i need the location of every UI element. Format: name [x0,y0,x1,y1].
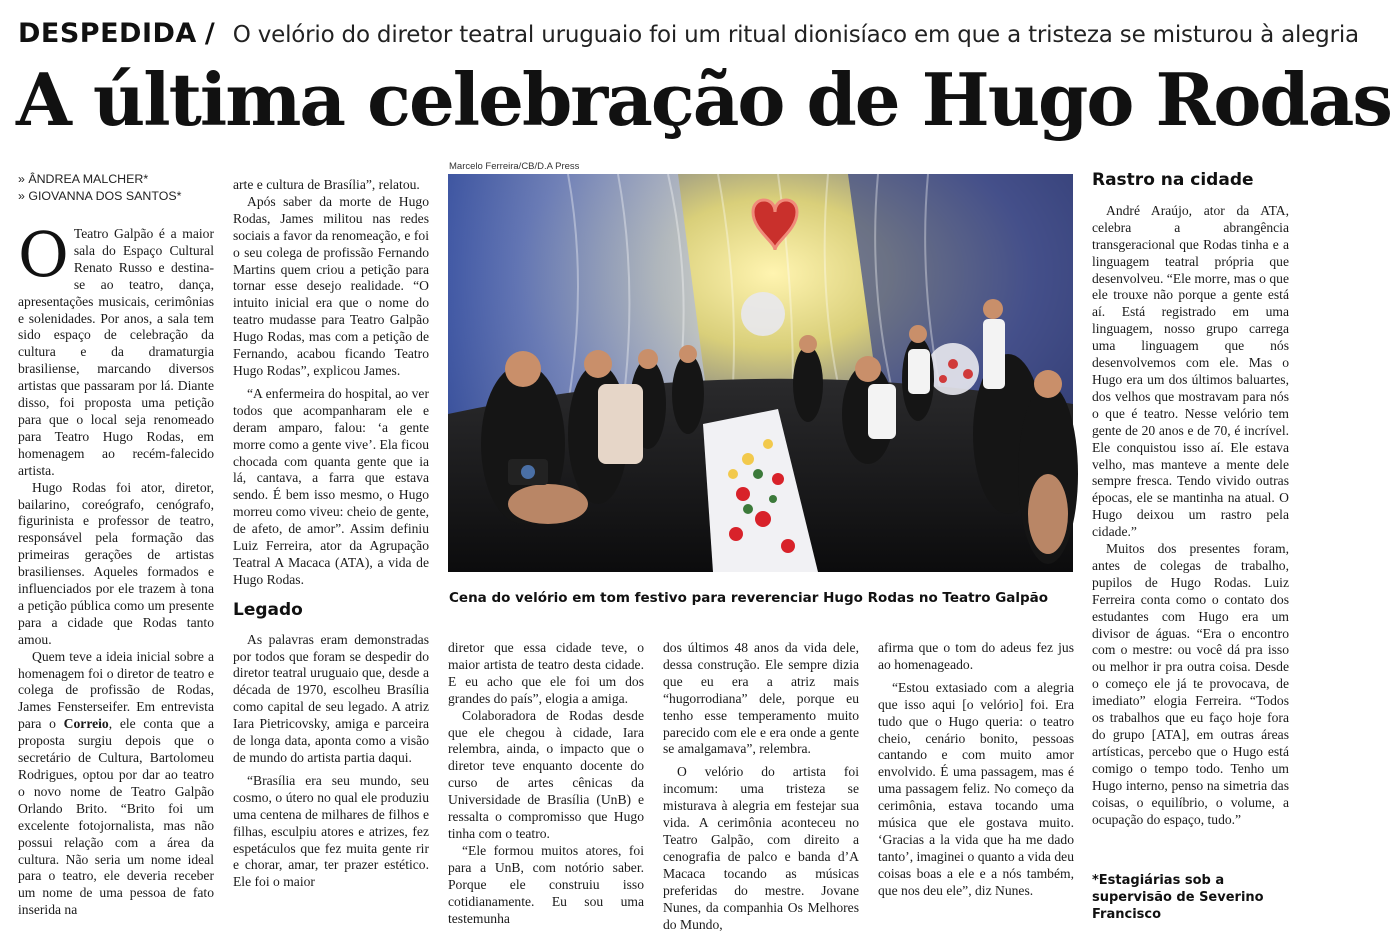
kicker-row [18,18,1359,54]
paragraph [18,218,214,480]
dek: O velório do diretor teatral uruguaio foi um ritual dionisíaco em que a tristeza se misturou à alegria [232,22,1359,48]
bylines [18,171,181,205]
footnote: *Estagiárias sob a supervisão de Severino Francisco [1092,873,1264,922]
paragraph: “Brasília era seu mundo, seu cosmo, o útero no qual ele produziu uma centena de milhares de filhos e filhas, esculpiu atores e atrizes, fez espetáculos que fez muita gente rir e chorar, amar, ter prazer estético. Ele foi o maior [233,772,429,890]
paragraph-text: Quem teve a ideia inicial sobre a homenagem foi o diretor de teatro e colega de profissão de Rodas, James Fensterseifer. Em entrevista para o [18,648,214,732]
paragraph: “Ele formou muitos atores, foi para a UnB, com notório saber. Porque ele construiu isso cotidianamente. Eu sou uma testemunha [448,842,644,926]
paragraph: arte e cultura de Brasília”, relatou. [233,177,420,192]
column-4 [663,640,859,933]
funeral-photo [448,174,1073,572]
paragraph-text: Teatro Galpão é a maior sala do Espaço Cultural Renato Russo e destina-se ao teatro, dança, apresentações musicais, cerimônias e solenidades. Por anos, a sala tem sido espaço de celebração da cultura e da dramaturgia brasiliense, marcando diversos artistas que passaram por lá. Diante disso, foi proposta uma petição para que o local seja renomeado para Teatro Hugo Rodas, em homenagem ao recém-falecido artista. [18,226,214,478]
byline: » ÂNDREA MALCHER* [18,172,149,186]
paragraph: Hugo Rodas foi ator, diretor, bailarino, coreógrafo, cenógrafo, figurinista e professor de teatro, responsável pela formação das primeiras gerações de artistas brasilienses. Aqueles formados e influenciados por ele trazem à tona a petição pública como um presente para a cidade que Rodas tanto amou. [18,479,214,647]
column-3 [448,640,644,927]
dropcap: O [18,218,69,291]
paragraph: Muitos dos presentes foram, antes de colegas de trabalho, pupilos de Hugo Rodas. Luiz Ferreira conta como o contato dos estudantes com Hugo era um divisor de águas. “Era o encontro com o mestre: ou você dá pra isso ou melhor ir pra outra coisa. Desde o começo ele já te provocava, de imediato” elogia Ferreira. “Todos os trabalhos que eu faço hoje fora do grupo [ATA], em outras áreas artísticas, percebo que o Hugo está comigo o tempo todo. Tenho um Hugo interno, penso na simetria das coisas, o equilíbrio, o volume, a ocupação do espaço, tudo.” [1092,541,1289,827]
paragraph: Após saber da morte de Hugo Rodas, James militou nas redes sociais a favor da renomeação, e foi o seu colega de profissão Fernando Martins quem criou a petição para tornar esse desejo realidade. “O intuito inicial era que o nome do teatro mudasse para Teatro Galpão Hugo Rodas, mas com a petição de Fernando, acabou ficando Teatro Hugo Rodas”, explicou James. [233,193,429,378]
paragraph: As palavras eram demonstradas por todos que foram se despedir do diretor teatral uruguaio que, desde a década de 1970, escolheu Brasília como capital de seu legado. A atriz Iara Pietricovsky, amiga e parceira de longa data, aponta como a visão de mundo do artista partia daqui. [233,631,429,765]
kicker-slash: / [204,18,215,49]
photo-credit: Marcelo Ferreira/CB/D.A Press [449,161,580,172]
paragraph: dos últimos 48 anos da vida dele, dessa construção. Ele sempre dizia que eu era a atriz mais “hugorrodiana” dele, porque eu tenho esse temperamento muito parecido com ele e era onde a gente se amalgamava”, relembra. [663,640,859,757]
column-5 [878,640,1074,900]
byline: » GIOVANNA DOS SANTOS* [18,189,182,203]
paragraph: diretor que essa cidade teve, o maior artista de teatro desta cidade. E eu acho que ele foi um dos grandes do país”, elogia a amiga. [448,640,644,706]
newspaper-name: Correio [63,716,109,732]
paragraph: afirma que o tom do adeus fez jus ao homenageado. [878,640,1074,672]
column-1 [18,218,214,919]
column-2 [233,177,429,891]
subhead-legado: Legado [233,599,303,620]
paragraph: O velório do artista foi incomum: uma tristeza se misturava à alegria em festejar sua vida. A cerimônia aconteceu no Teatro Galpão, com direito a cenografia de palco e banda d’A Macaca tocando as músicas preferidas do mestre. Jovane Nunes, da companhia Os Melhores do Mundo, [663,764,859,932]
paragraph: André Araújo, ator da ATA, celebra a abrangência transgeracional que Rodas tinha e a linguagem teatral própria que desenvolveu. “Ele morre, mas o que ele trouxe não porque a gente está aí. Está registrado em uma linguagem, nosso grupo carrega uma linguagem que nós desenvolvemos com ele. Mas o Hugo era um dos últimos baluartes, dos velhos que mostravam para nós o que é teatro. Nesse velório tem gente de 20 anos e de 70, é incrível. Ele conquistou isso aí. Ele estava velho, mas manteve a mente dele sempre fresca. Tendo vivido outras épocas, ele se mantinha na atual. O Hugo deixou um rastro pela cidade.” [1092,202,1289,540]
funeral-scene-image [448,174,1073,572]
headline: A última celebração de Hugo Rodas [16,57,1391,142]
paragraph [18,649,214,920]
paragraph: “Estou extasiado com a alegria que isso aqui [o velório] foi. Era tudo que o Hugo queria: o teatro cheio, cenário bonito, pessoas cantando e com muito amor envolvido. É uma passagem, mas é uma passagem feliz. No começo da cerimônia, estava tocando uma música que ele gostava muito. ‘Gracias a la vida que ha me dado tanto’, imaginei o quanto a vida deu coisas boas a ele e a nós também, que nos deu ele”, diz Nunes. [878,679,1074,898]
paragraph-text: , ele conta que a proposta surgiu depois que o secretário de Cultura, Bartolomeu Rodrigues, optou por dar ao teatro o novo nome de Teatro Galpão Orlando Brito. “Brito foi um excelente fotojornalista, mas não possui relação com a área da cultura. Não seria um nome ideal para o teatro, ele deveria receber um nome de uma pessoa de fato inserida na [18,716,214,918]
column-6 [1092,172,1289,828]
paragraph: Colaboradora de Rodas desde que ele chegou à cidade, Iara relembra, ainda, o impacto que o diretor teve enquanto docente do curso de artes cênicas da Universidade de Brasília (UnB) e ressalta o compromisso que Hugo tinha com o teatro. [448,707,644,841]
photo-caption: Cena do velório em tom festivo para reverenciar Hugo Rodas no Teatro Galpão [449,590,1049,606]
paragraph: “A enfermeira do hospital, ao ver todos que acompanharam ele e deram amparo, falou: ‘a gente morre como a gente vive’. Ela ficou chocada com quanta gente que ia lá, cantava, a farra que estava sendo. É bem isso mesmo, o Hugo morreu como viveu: cheio de gente, de afeto, de amor”. Assim definiu Luiz Ferreira, ator da Agrupação Teatral A Macaca (ATA), a vida de Hugo Rodas. [233,385,429,587]
subhead-rastro: Rastro na cidade [1092,170,1254,190]
section-kicker: DESPEDIDA [18,18,197,49]
